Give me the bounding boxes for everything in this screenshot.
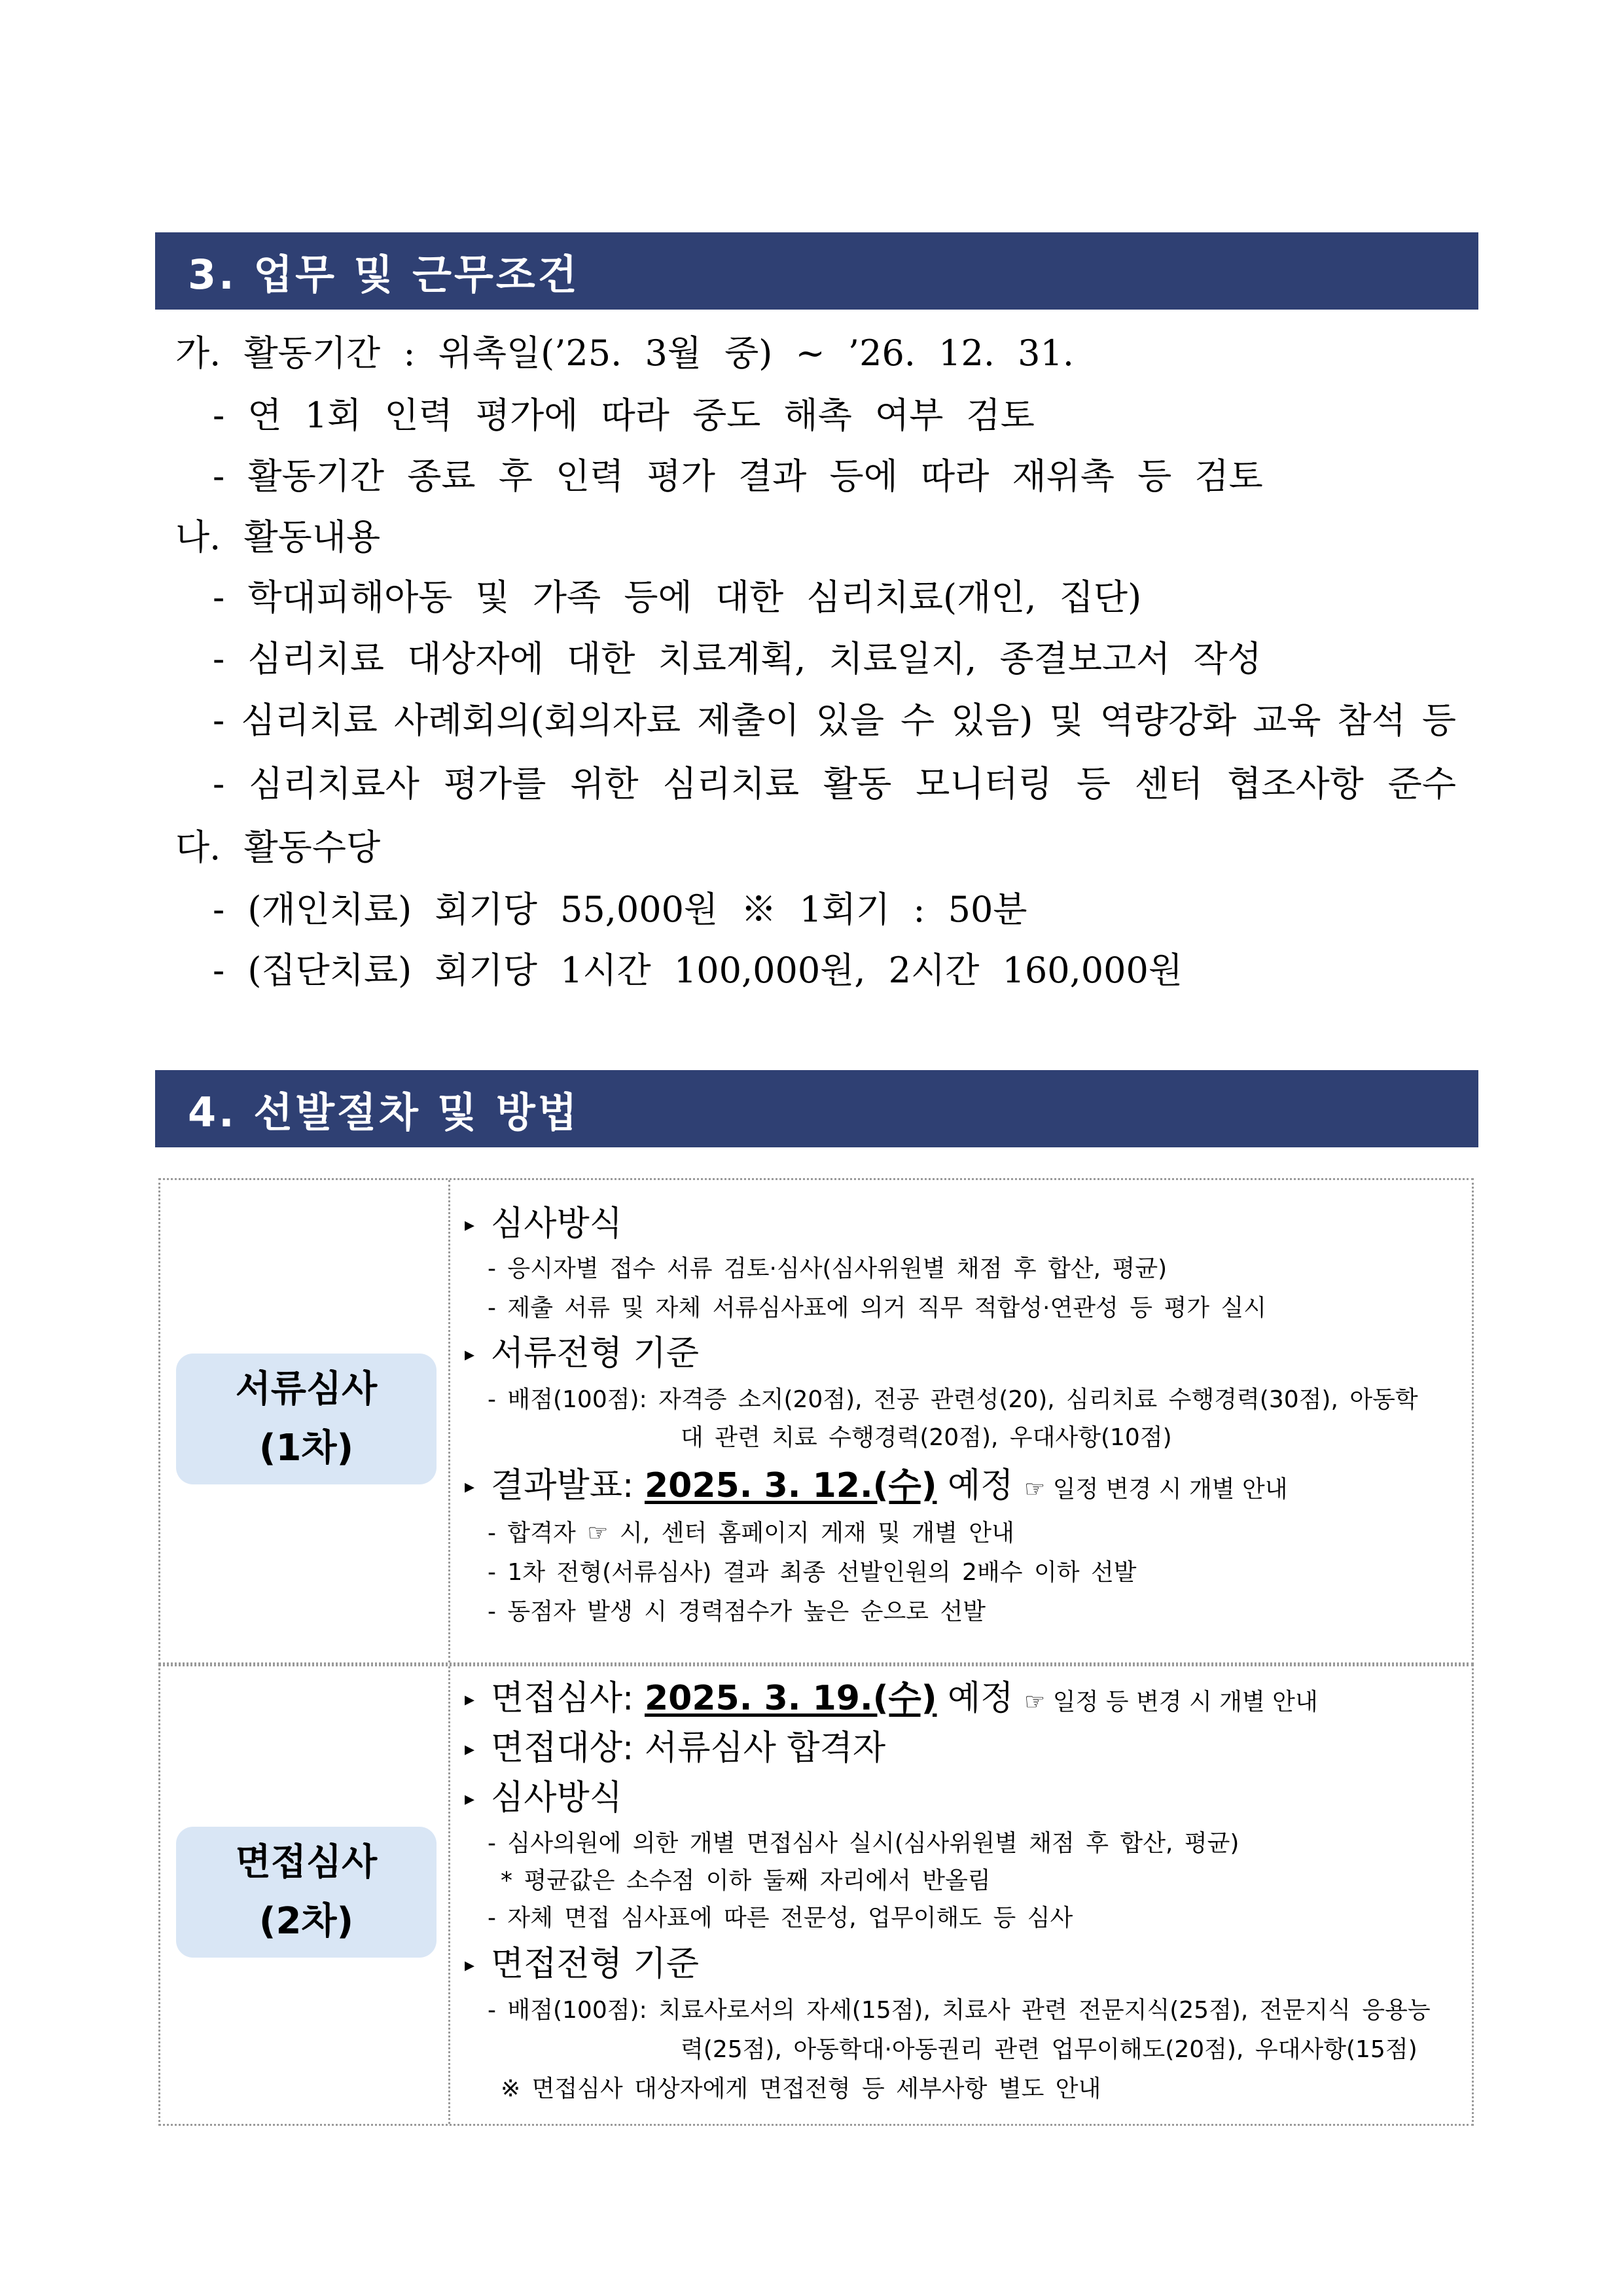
interview-criteria-item-b: 력(25점), 아동학대·아동권리 관련 업무이해도(20점), 우대사항(15점) xyxy=(681,2036,1418,2063)
ga-item-1: - 연 1회 인력 평가에 따라 중도 해촉 여부 검토 xyxy=(213,395,1035,436)
document-review-badge xyxy=(176,1354,437,1484)
bullet-triangle-icon: ▸ xyxy=(465,1213,475,1236)
section-4-title: 4. 선발절차 및 방법 xyxy=(188,1088,580,1136)
da-heading: 다. 활동수당 xyxy=(175,827,381,868)
interview-method-item-1: - 심사의원에 의한 개별 면접심사 실시(심사위원별 채점 후 합산, 평균) xyxy=(488,1830,1240,1857)
badge-label: 면접심사 xyxy=(235,1841,378,1884)
interview-criteria-heading: ▸ 면접전형 기준 xyxy=(465,1941,699,1988)
document-review-row xyxy=(158,1178,1474,1664)
bullet-triangle-icon: ▸ xyxy=(465,1954,475,1977)
column-divider xyxy=(448,1180,450,1662)
interview-row xyxy=(158,1664,1474,2126)
da-item-2: - (집단치료) 회기당 1시간 100,000원, 2시간 160,000원 xyxy=(213,950,1183,991)
badge-label: 서류심사 xyxy=(235,1368,378,1410)
na-item-3: - 심리치료 사례회의(회의자료 제출이 있을 수 있음) 및 역량강화 교육 참석 등 xyxy=(213,700,1456,741)
ga-heading: 가. 활동기간 : 위촉일(’25. 3월 중) ~ ’26. 12. 31. xyxy=(175,332,1075,374)
document-criteria-heading: ▸ 서류전형 기준 xyxy=(465,1331,699,1378)
bullet-triangle-icon: ▸ xyxy=(465,1343,475,1366)
interview-date-heading: ▸ 면접심사: 2025. 3. 19.(수) 예정 ☞ 일정 등 변경 시 개별 안내 xyxy=(465,1676,1318,1725)
column-divider xyxy=(448,1666,450,2124)
interview-date: 2025. 3. 19.(수) xyxy=(644,1679,937,1718)
result-date: 2025. 3. 12.(수) xyxy=(644,1466,937,1505)
badge-stage: (1차) xyxy=(259,1427,354,1469)
bullet-triangle-icon: ▸ xyxy=(465,1688,475,1711)
interview-criteria-item-a: - 배점(100점): 치료사로서의 자세(15점), 치료사 관련 전문지식(25점), 전문지식 응용능 xyxy=(488,1997,1431,2024)
interview-method-item-2: * 평균값은 소수점 이하 둘째 자리에서 반올림 xyxy=(501,1867,991,1894)
interview-criteria-note: ※ 면접심사 대상자에게 면접전형 등 세부사항 별도 안내 xyxy=(501,2075,1101,2102)
da-item-1: - (개인치료) 회기당 55,000원 ※ 1회기 : 50분 xyxy=(213,889,1027,930)
bullet-triangle-icon: ▸ xyxy=(465,1475,475,1498)
na-item-2: - 심리치료 대상자에 대한 치료계획, 치료일지, 종결보고서 작성 xyxy=(213,638,1262,679)
interview-target-heading: ▸ 면접대상: 서류심사 합격자 xyxy=(465,1725,885,1772)
interview-method-heading: ▸ 심사방식 xyxy=(465,1775,622,1822)
bullet-triangle-icon: ▸ xyxy=(465,1787,475,1810)
badge-stage: (2차) xyxy=(259,1900,354,1943)
result-item-3: - 동점자 발생 시 경력점수가 높은 순으로 선발 xyxy=(488,1598,986,1625)
section-4-header xyxy=(155,1070,1478,1147)
review-method-heading: ▸ 심사방식 xyxy=(465,1201,622,1248)
na-item-4: - 심리치료사 평가를 위한 심리치료 활동 모니터링 등 센터 협조사항 준수 xyxy=(213,763,1456,804)
document-criteria-item-a: - 배점(100점): 자격증 소지(20점), 전공 관련성(20), 심리치료 수행경력(30점), 아동학 xyxy=(488,1386,1418,1413)
bullet-triangle-icon: ▸ xyxy=(465,1738,475,1761)
section-3-title: 3. 업무 및 근무조건 xyxy=(188,250,580,298)
na-item-1: - 학대피해아동 및 가족 등에 대한 심리치료(개인, 집단) xyxy=(213,577,1142,618)
ga-item-2: - 활동기간 종료 후 인력 평가 결과 등에 따라 재위촉 등 검토 xyxy=(213,456,1263,497)
result-note: ☞ 일정 변경 시 개별 안내 xyxy=(1024,1476,1288,1503)
result-announcement-heading: ▸ 결과발표: 2025. 3. 12.(수) 예정 ☞ 일정 변경 시 개별 안내 xyxy=(465,1463,1288,1513)
review-method-item-1: - 응시자별 접수 서류 검토·심사(심사위원별 채점 후 합산, 평균) xyxy=(488,1255,1168,1282)
interview-badge xyxy=(176,1827,437,1958)
interview-method-item-3: - 자체 면접 심사표에 따른 전문성, 업무이해도 등 심사 xyxy=(488,1905,1073,1931)
na-heading: 나. 활동내용 xyxy=(175,516,381,558)
interview-note: ☞ 일정 등 변경 시 개별 안내 xyxy=(1024,1689,1318,1715)
section-3-header xyxy=(155,232,1478,310)
result-item-1: - 합격자 ☞ 시, 센터 홈페이지 게재 및 개별 안내 xyxy=(488,1520,1014,1547)
review-method-item-2: - 제출 서류 및 자체 서류심사표에 의거 직무 적합성·연관성 등 평가 실시 xyxy=(488,1295,1267,1321)
result-item-2: - 1차 전형(서류심사) 결과 최종 선발인원의 2배수 이하 선발 xyxy=(488,1559,1137,1586)
document-criteria-item-b: 대 관련 치료 수행경력(20점), 우대사항(10점) xyxy=(681,1424,1172,1451)
